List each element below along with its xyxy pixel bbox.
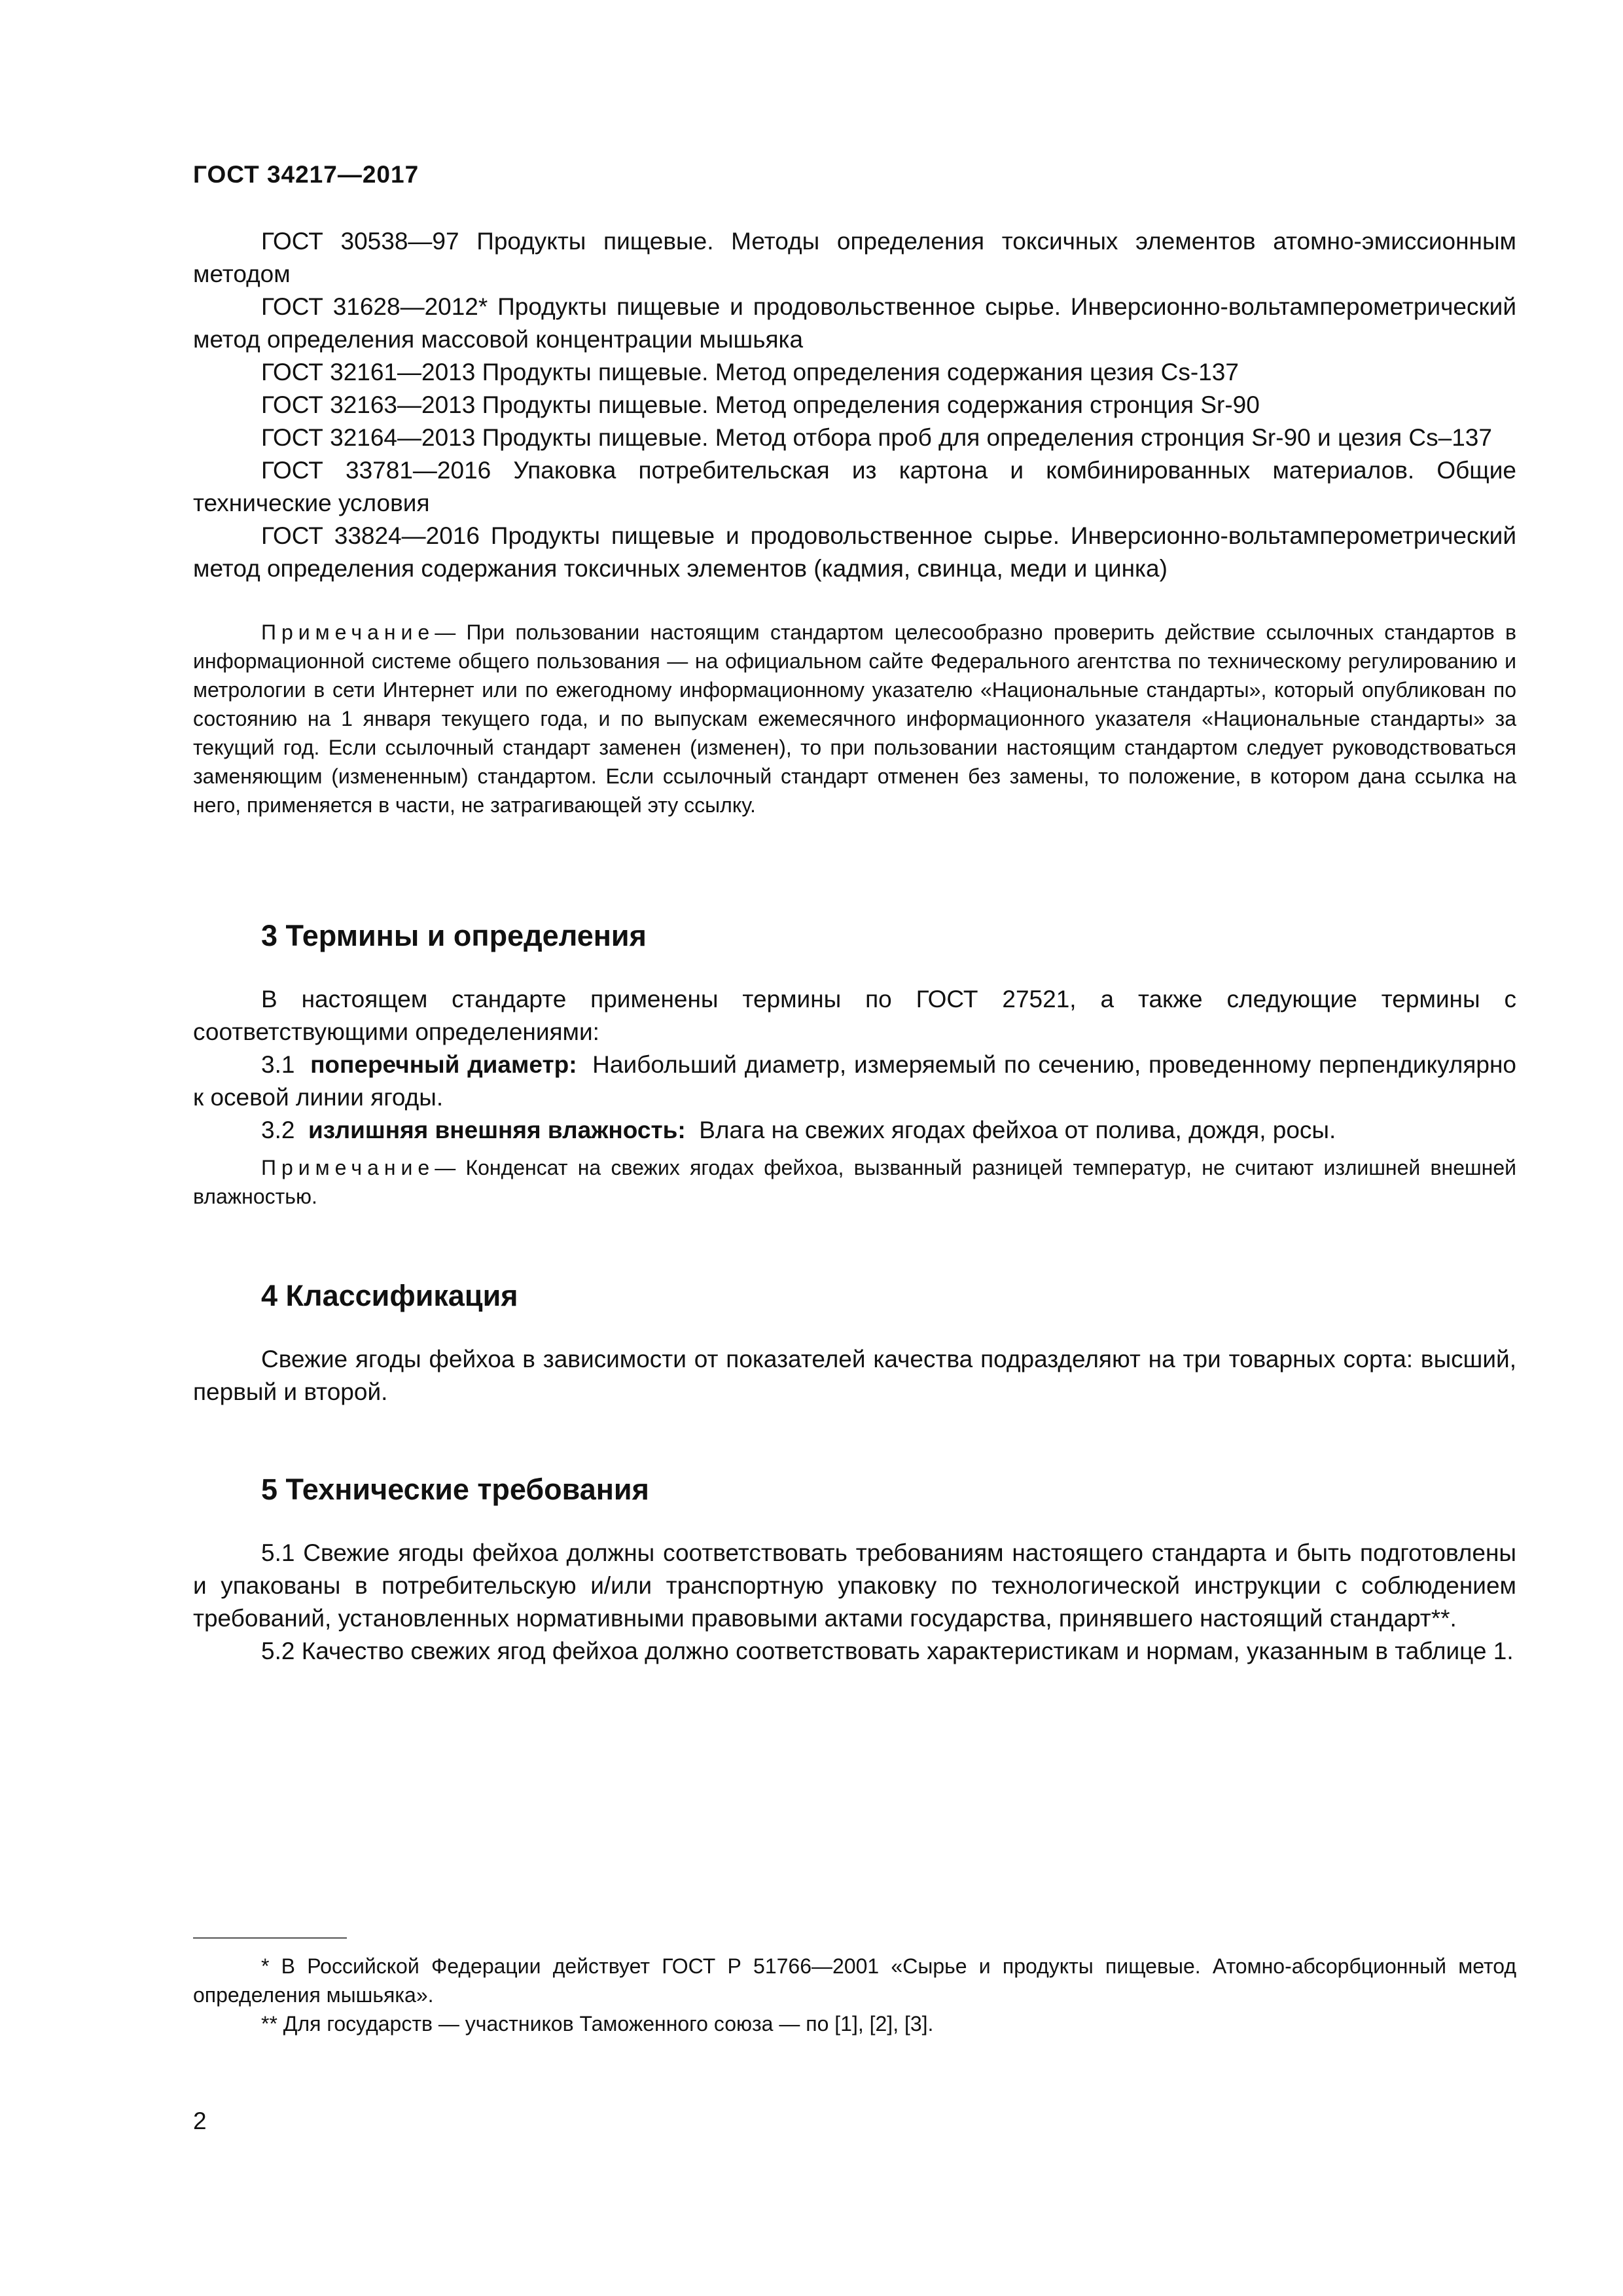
footnote-item: * В Российской Федерации действует ГОСТ Р 51766—2001 «Сырье и продукты пищевые. Атомно-абсорбционный метод определения мышьяка».: [193, 1954, 1516, 2007]
section-5-body: [193, 1537, 1516, 1668]
section-5-heading: 5 Технические требования: [261, 1473, 649, 1506]
reference-item: ГОСТ 30538—97 Продукты пищевые. Методы определения токсичных элементов атомно-эмиссионным методом: [193, 228, 1516, 287]
section-5-1: 5.1 Свежие ягоды фейхоа должны соответствовать требованиям настоящего стандарта и быть подготовлены и упакованы в потребительскую и/или транспортную упаковку по технологической инструкции с соблюдением требований, установленных нормативными правовыми актами государства, принявшего настоящий стандарт**.: [193, 1539, 1516, 1632]
section-3-note: [193, 1153, 1516, 1211]
page-number: 2: [193, 2108, 207, 2134]
document-header: ГОСТ 34217—2017: [193, 161, 419, 188]
note-text: — При пользовании настоящим стандартом целесообразно проверить действие ссылочных стандартов в информационной системе общего пользования — на официальном сайте Федерального агентства по техническому регулированию и метрологии в сети Интернет или по ежегодному информационному указателю «Национальные стандарты», который опубликован по состоянию на 1 января текущего года, и по выпускам ежемесячного информационного указателя «Национальные стандарты» за текущий год. Если ссылочный стандарт заменен (изменен), то при пользовании настоящим стандартом следует руководствоваться заменяющим (измененным) стандартом. Если ссылочный стандарт отменен без замены, то положение, в котором дана ссылка на него, применяется в части, не затрагивающей эту ссылку.: [193, 620, 1516, 817]
section-3-body: [193, 983, 1516, 1147]
normative-references-list: [193, 225, 1516, 585]
term-3-2: 3.2 излишняя внешняя влажность: Влага на свежих ягодах фейхоа от полива, дождя, росы.: [261, 1117, 1336, 1143]
note-label: Примечание: [261, 1156, 435, 1179]
reference-item: ГОСТ 32164—2013 Продукты пищевые. Метод отбора проб для определения стронция Sr-90 и цезия Cs–137: [261, 424, 1492, 451]
footnotes: [193, 1952, 1516, 2038]
reference-item: ГОСТ 32161—2013 Продукты пищевые. Метод определения содержания цезия Cs-137: [261, 359, 1239, 386]
note-text: — Конденсат на свежих ягодах фейхоа, вызванный разницей температур, не считают излишней внешней влажностью.: [193, 1156, 1516, 1208]
reference-item: ГОСТ 31628—2012* Продукты пищевые и продовольственное сырье. Инверсионно-вольтамперометрический метод определения массовой концентрации мышьяка: [193, 293, 1516, 353]
section-4-heading: 4 Классификация: [261, 1279, 518, 1312]
section-3-heading: 3 Термины и определения: [261, 919, 647, 952]
note-label: Примечание: [261, 620, 435, 644]
section-4-text: Свежие ягоды фейхоа в зависимости от показателей качества подразделяют на три товарных сорта: высший, первый и второй.: [193, 1346, 1516, 1405]
reference-item: ГОСТ 33781—2016 Упаковка потребительская из картона и комбинированных материалов. Общие технические условия: [193, 457, 1516, 516]
section-5-2: 5.2 Качество свежих ягод фейхоа должно соответствовать характеристикам и нормам, указанным в таблице 1.: [261, 1638, 1514, 1664]
term-3-1: 3.1 поперечный диаметр: Наибольший диаметр, измеряемый по сечению, проведенному перпендикулярно к осевой линии ягоды.: [193, 1051, 1517, 1111]
reference-item: ГОСТ 33824—2016 Продукты пищевые и продовольственное сырье. Инверсионно-вольтамперометрический метод определения содержания токсичных элементов (кадмия, свинца, меди и цинка): [193, 522, 1516, 582]
section-4-body: [193, 1343, 1516, 1408]
references-note: [193, 618, 1516, 819]
section-3-intro: В настоящем стандарте применены термины по ГОСТ 27521, а также следующие термины с соответствующими определениями:: [193, 986, 1516, 1045]
reference-item: ГОСТ 32163—2013 Продукты пищевые. Метод определения содержания стронция Sr-90: [261, 391, 1260, 418]
footnote-divider: [193, 1937, 347, 1939]
footnote-item: ** Для государств — участников Таможенного союза — по [1], [2], [3].: [261, 2012, 934, 2036]
